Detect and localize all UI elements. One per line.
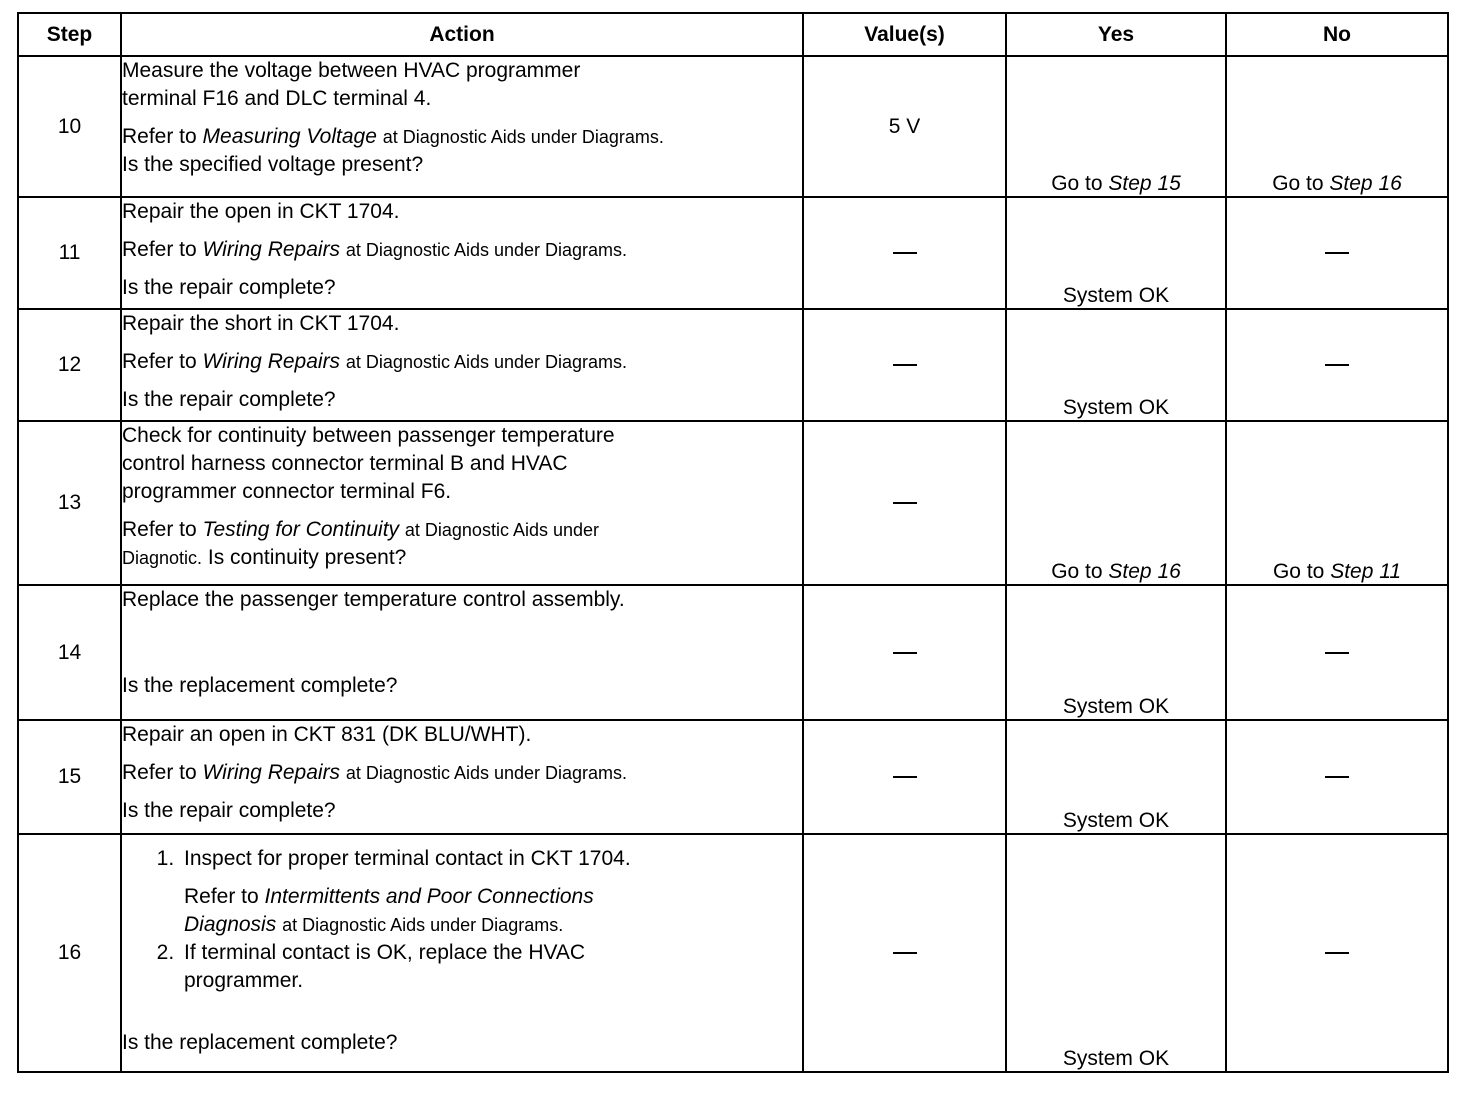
no-step-link: Step 16 bbox=[1329, 172, 1402, 195]
refer-to-text: Refer to bbox=[184, 885, 259, 908]
reference-location: at Diagnostic Aids under Diagrams. bbox=[282, 915, 564, 935]
step-number: 11 bbox=[18, 197, 121, 309]
step-number: 10 bbox=[18, 56, 121, 197]
action-cell bbox=[121, 309, 803, 421]
table-row bbox=[18, 585, 1448, 720]
action-text: Measure the voltage between HVAC programmer bbox=[122, 59, 581, 82]
reference-location: at Diagnostic Aids under bbox=[404, 520, 600, 540]
list-item bbox=[180, 845, 802, 939]
reference-continuation bbox=[184, 911, 802, 939]
dash-mark bbox=[1325, 652, 1349, 654]
reference-title: Wiring Repairs bbox=[202, 761, 341, 784]
reference-title: Testing for Continuity bbox=[202, 518, 400, 541]
value-cell bbox=[803, 421, 1006, 585]
action-text: control harness connector terminal B and HVAC bbox=[122, 452, 568, 475]
no-cell bbox=[1226, 197, 1448, 309]
question-text: Is the repair complete? bbox=[122, 388, 336, 411]
action-cell bbox=[121, 585, 803, 720]
header-action: Action bbox=[121, 13, 803, 56]
go-to-text: Go to bbox=[1051, 172, 1103, 195]
action-text: 2. If terminal contact is OK, replace the HVAC bbox=[184, 941, 586, 964]
question-text: Is the replacement complete? bbox=[122, 1031, 398, 1054]
step-number: 15 bbox=[18, 720, 121, 834]
no-cell bbox=[1226, 309, 1448, 421]
no-cell bbox=[1226, 56, 1448, 197]
reference-line bbox=[122, 348, 802, 376]
action-text: terminal F16 and DLC terminal 4. bbox=[122, 87, 432, 110]
value-cell bbox=[803, 834, 1006, 1072]
refer-to-text: Refer to bbox=[122, 350, 197, 373]
reference-line bbox=[184, 883, 802, 911]
yes-cell: System OK bbox=[1006, 585, 1226, 720]
dash-mark bbox=[1325, 252, 1349, 254]
refer-to-text: Refer to bbox=[122, 518, 197, 541]
reference-title: Diagnosis bbox=[184, 913, 277, 936]
yes-step-link: Step 16 bbox=[1108, 560, 1181, 583]
header-values: Value(s) bbox=[803, 13, 1006, 56]
reference-location: at Diagnostic Aids under Diagrams. bbox=[345, 763, 628, 783]
dash-mark bbox=[893, 502, 917, 504]
action-cell bbox=[121, 197, 803, 309]
yes-cell: System OK bbox=[1006, 309, 1226, 421]
yes-cell bbox=[1006, 421, 1226, 585]
table-row bbox=[18, 720, 1448, 834]
reference-location: at Diagnostic Aids under Diagrams. bbox=[345, 240, 628, 260]
procedure-list bbox=[122, 845, 802, 995]
action-cell bbox=[121, 834, 803, 1072]
value-cell bbox=[803, 720, 1006, 834]
action-cell bbox=[121, 720, 803, 834]
reference-title: Measuring Voltage bbox=[202, 125, 377, 148]
table-row bbox=[18, 197, 1448, 309]
header-no: No bbox=[1226, 13, 1448, 56]
dash-mark bbox=[893, 364, 917, 366]
reference-title: Intermittents and Poor Connections bbox=[264, 885, 594, 908]
go-to-text: Go to bbox=[1272, 560, 1325, 583]
reference-location: at Diagnostic Aids under Diagrams. bbox=[345, 352, 628, 372]
no-step-link: Step 11 bbox=[1330, 560, 1402, 583]
value-cell bbox=[803, 585, 1006, 720]
reference-location: at Diagnostic Aids under Diagrams. bbox=[382, 127, 664, 147]
yes-cell bbox=[1006, 56, 1226, 197]
action-cell bbox=[121, 56, 803, 197]
go-to-text: Go to bbox=[1272, 172, 1324, 195]
dash-mark bbox=[893, 652, 917, 654]
question-text: Is the specified voltage present? bbox=[122, 153, 424, 176]
action-text: programmer. bbox=[184, 969, 304, 992]
spacer bbox=[122, 995, 802, 1029]
table-row bbox=[18, 421, 1448, 585]
dash-mark bbox=[1325, 776, 1349, 778]
value-cell: 5 V bbox=[803, 56, 1006, 197]
table-row bbox=[18, 56, 1448, 197]
dash-mark bbox=[893, 952, 917, 954]
dash-mark bbox=[893, 252, 917, 254]
reference-continuation bbox=[122, 544, 802, 572]
reference-title: Wiring Repairs bbox=[202, 350, 341, 373]
reference-line bbox=[122, 516, 802, 544]
refer-to-text: Refer to bbox=[122, 125, 197, 148]
step-number: 13 bbox=[18, 421, 121, 585]
header-yes: Yes bbox=[1006, 13, 1226, 56]
list-item bbox=[180, 939, 802, 995]
action-cell bbox=[121, 421, 803, 585]
step-number: 16 bbox=[18, 834, 121, 1072]
refer-to-text: Refer to bbox=[122, 761, 197, 784]
dash-mark bbox=[893, 776, 917, 778]
go-to-text: Go to bbox=[1051, 560, 1103, 583]
action-text: Repair the open in CKT 1704. bbox=[122, 200, 400, 223]
yes-cell: System OK bbox=[1006, 720, 1226, 834]
action-text: Check for continuity between passenger temperature bbox=[122, 424, 615, 447]
dash-mark bbox=[1325, 364, 1349, 366]
refer-to-text: Refer to bbox=[122, 238, 197, 261]
no-cell bbox=[1226, 585, 1448, 720]
reference-line bbox=[122, 236, 802, 264]
action-text: programmer connector terminal F6. bbox=[122, 480, 452, 503]
reference-location: Diagnotic. bbox=[122, 548, 203, 568]
action-text: Repair an open in CKT 831 (DK BLU/WHT). bbox=[122, 723, 532, 746]
table-row bbox=[18, 309, 1448, 421]
value-cell bbox=[803, 309, 1006, 421]
question-text: Is the replacement complete? bbox=[122, 674, 398, 697]
no-cell bbox=[1226, 834, 1448, 1072]
header-row bbox=[18, 13, 1448, 56]
value-cell bbox=[803, 197, 1006, 309]
yes-step-link: Step 15 bbox=[1108, 172, 1181, 195]
step-number: 12 bbox=[18, 309, 121, 421]
no-cell bbox=[1226, 720, 1448, 834]
action-text: Replace the passenger temperature control assembly. bbox=[122, 588, 625, 611]
question-text: Is continuity present? bbox=[207, 546, 407, 569]
spacer bbox=[122, 614, 802, 672]
reference-line bbox=[122, 759, 802, 787]
yes-cell: System OK bbox=[1006, 834, 1226, 1072]
question-text: Is the repair complete? bbox=[122, 799, 336, 822]
reference-line bbox=[122, 123, 802, 151]
yes-cell: System OK bbox=[1006, 197, 1226, 309]
no-cell bbox=[1226, 421, 1448, 585]
dash-mark bbox=[1325, 952, 1349, 954]
header-step: Step bbox=[18, 13, 121, 56]
action-text: Repair the short in CKT 1704. bbox=[122, 312, 400, 335]
reference-title: Wiring Repairs bbox=[202, 238, 341, 261]
question-text: Is the repair complete? bbox=[122, 276, 336, 299]
table-row bbox=[18, 834, 1448, 1072]
action-text: 1. Inspect for proper terminal contact in CKT 1704. bbox=[184, 847, 631, 870]
diagnostic-table bbox=[17, 12, 1449, 1073]
step-number: 14 bbox=[18, 585, 121, 720]
